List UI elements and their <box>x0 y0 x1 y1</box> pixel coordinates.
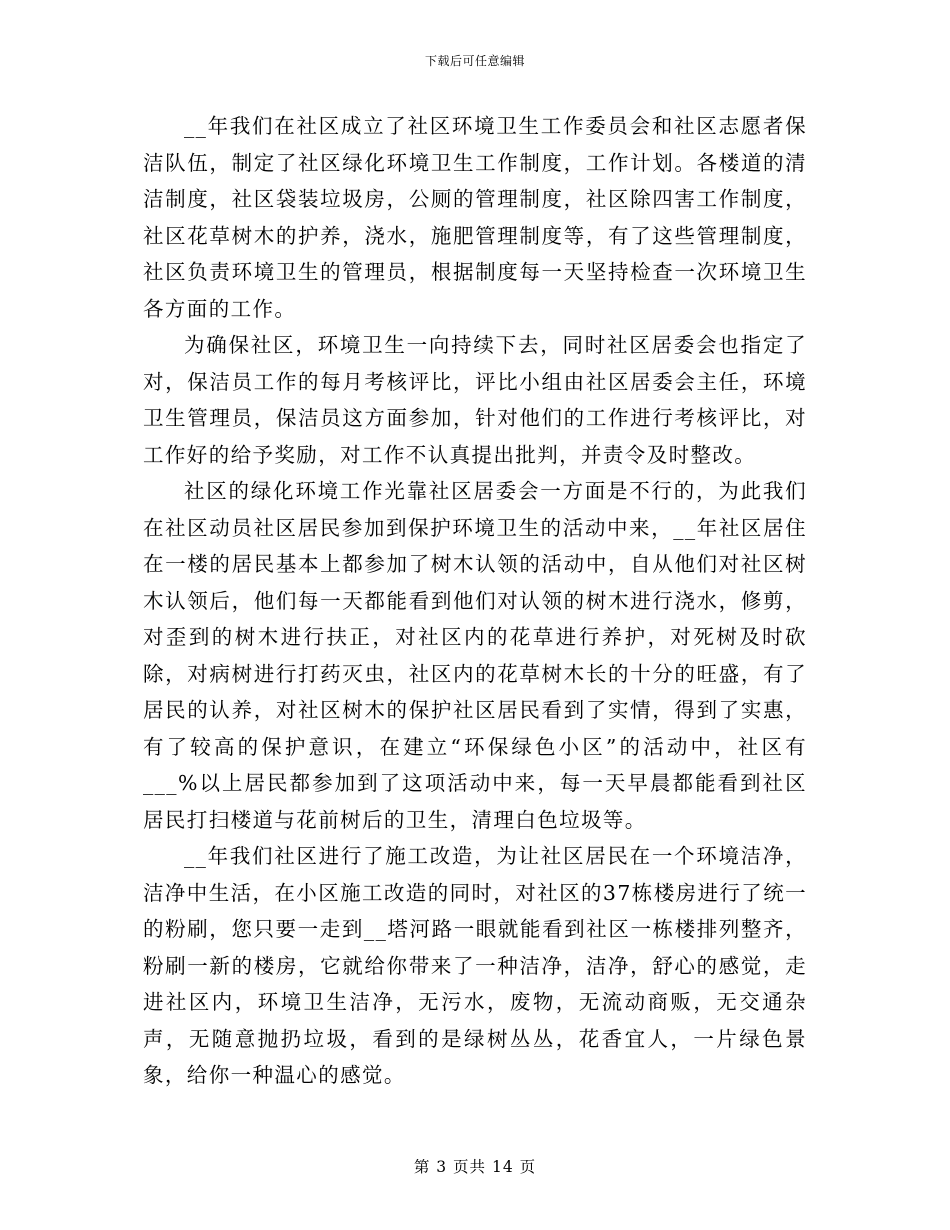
document-body <box>143 108 807 1094</box>
paragraph-4: __年我们社区进行了施工改造，为让社区居民在一个环境洁净，洁净中生活，在小区施工改造的同时，对社区的37栋楼房进行了统一的粉刷，您只要一走到__塔河路一眼就能看到社区一栋楼排列整齐，粉刷一新的楼房，它就给你带来了一种洁净，洁净，舒心的感觉，走进社区内，环境卫生洁净，无污水，废物，无流动商贩，无交通杂声，无随意抛扔垃圾，看到的是绿树丛丛，花香宜人，一片绿色景象，给你一种温心的感觉。 <box>143 844 807 1087</box>
paragraph-1: __年我们在社区成立了社区环境卫生工作委员会和社区志愿者保洁队伍，制定了社区绿化环境卫生工作制度，工作计划。各楼道的清洁制度，社区袋装垃圾房，公厕的管理制度，社区除四害工作制度，社区花草树木的护养，浇水，施肥管理制度等，有了这些管理制度，社区负责环境卫生的管理员，根据制度每一天坚持检查一次环境卫生各方面的工作。 <box>143 114 807 321</box>
page-number-footer: 第 3 页共 14 页 <box>413 1158 537 1176</box>
paragraph-2: 为确保社区，环境卫生一向持续下去，同时社区居委会也指定了对，保洁员工作的每月考核评比，评比小组由社区居委会主任，环境卫生管理员，保洁员这方面参加，针对他们的工作进行考核评比，对工作好的给予奖励，对工作不认真提出批判，并责令及时整改。 <box>143 333 807 467</box>
paragraph-3: 社区的绿化环境工作光靠社区居委会一方面是不行的，为此我们在社区动员社区居民参加到保护环境卫生的活动中来，__年社区居住在一楼的居民基本上都参加了树木认领的活动中，自从他们对社区树木认领后，他们每一天都能看到他们对认领的树木进行浇水，修剪，对歪到的树木进行扶正，对社区内的花草进行养护，对死树及时砍除，对病树进行打药灭虫，社区内的花草树木长的十分的旺盛，有了居民的认养，对社区树木的保护社区居民看到了实情，得到了实惠，有了较高的保护意识，在建立“环保绿色小区”的活动中，社区有___%以上居民都参加到了这项活动中来，每一天早晨都能看到社区居民打扫楼道与花前树后的卫生，清理白色垃圾等。 <box>143 479 807 832</box>
page-header: 下载后可任意编辑 <box>424 54 525 68</box>
